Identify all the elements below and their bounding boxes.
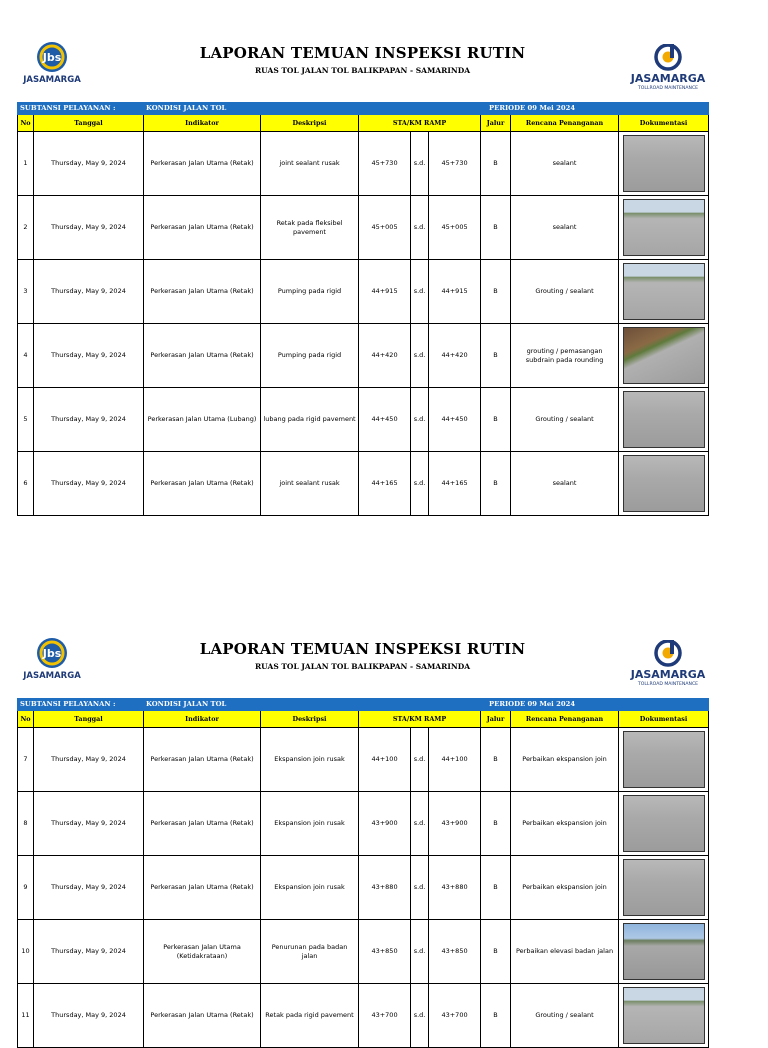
row-indikator: Perkerasan Jalan Utama (Retak) bbox=[144, 132, 261, 196]
report-header bbox=[17, 40, 708, 102]
col-tanggal: Tanggal bbox=[34, 115, 144, 132]
row-jalur: B bbox=[481, 324, 511, 388]
row-no: 10 bbox=[18, 920, 34, 984]
row-deskripsi: Retak pada rigid pavement bbox=[261, 984, 359, 1048]
row-sta-to: 44+165 bbox=[429, 452, 481, 516]
row-deskripsi: Ekspansion join rusak bbox=[261, 856, 359, 920]
row-sta-to: 44+420 bbox=[429, 324, 481, 388]
row-rencana: sealant bbox=[511, 132, 619, 196]
row-no: 5 bbox=[18, 388, 34, 452]
row-sd: s.d. bbox=[411, 920, 429, 984]
row-no: 9 bbox=[18, 856, 34, 920]
table-row bbox=[18, 324, 709, 388]
row-sta-from: 44+165 bbox=[359, 452, 411, 516]
row-deskripsi: Penurunan pada badan jalan bbox=[261, 920, 359, 984]
row-no: 11 bbox=[18, 984, 34, 1048]
row-sta-from: 43+850 bbox=[359, 920, 411, 984]
row-jalur: B bbox=[481, 452, 511, 516]
row-sd: s.d. bbox=[411, 856, 429, 920]
findings-table bbox=[17, 698, 709, 1048]
row-tanggal: Thursday, May 9, 2024 bbox=[34, 856, 144, 920]
row-rencana: sealant bbox=[511, 452, 619, 516]
jasamarga-logo bbox=[628, 44, 708, 94]
svg-text:JASAMARGA: JASAMARGA bbox=[23, 75, 81, 85]
row-rencana: Perbaikan ekspansion join bbox=[511, 792, 619, 856]
row-dokumentasi bbox=[619, 196, 709, 260]
table-row bbox=[18, 388, 709, 452]
row-indikator: Perkerasan Jalan Utama (Retak) bbox=[144, 728, 261, 792]
row-sta-to: 44+450 bbox=[429, 388, 481, 452]
row-sd: s.d. bbox=[411, 196, 429, 260]
row-jalur: B bbox=[481, 132, 511, 196]
row-jalur: B bbox=[481, 856, 511, 920]
row-tanggal: Thursday, May 9, 2024 bbox=[34, 324, 144, 388]
inspection-photo bbox=[623, 987, 705, 1044]
row-jalur: B bbox=[481, 920, 511, 984]
row-deskripsi: lubang pada rigid pavement bbox=[261, 388, 359, 452]
row-sd: s.d. bbox=[411, 728, 429, 792]
row-sta-to: 44+100 bbox=[429, 728, 481, 792]
row-deskripsi: Pumping pada rigid bbox=[261, 260, 359, 324]
svg-text:Jbs: Jbs bbox=[42, 51, 62, 64]
row-jalur: B bbox=[481, 196, 511, 260]
info-bar bbox=[18, 699, 709, 711]
row-tanggal: Thursday, May 9, 2024 bbox=[34, 920, 144, 984]
row-indikator: Perkerasan Jalan Utama (Retak) bbox=[144, 792, 261, 856]
row-sta-to: 43+850 bbox=[429, 920, 481, 984]
row-dokumentasi bbox=[619, 984, 709, 1048]
row-no: 2 bbox=[18, 196, 34, 260]
inspection-photo bbox=[623, 455, 705, 512]
row-dokumentasi bbox=[619, 324, 709, 388]
col-no: No bbox=[18, 711, 34, 728]
row-deskripsi: joint sealant rusak bbox=[261, 132, 359, 196]
row-rencana: sealant bbox=[511, 196, 619, 260]
row-dokumentasi bbox=[619, 388, 709, 452]
row-sta-to: 43+880 bbox=[429, 856, 481, 920]
row-tanggal: Thursday, May 9, 2024 bbox=[34, 260, 144, 324]
row-no: 3 bbox=[18, 260, 34, 324]
row-no: 1 bbox=[18, 132, 34, 196]
row-dokumentasi bbox=[619, 792, 709, 856]
row-sta-to: 45+005 bbox=[429, 196, 481, 260]
inspection-photo bbox=[623, 391, 705, 448]
inspection-photo bbox=[623, 795, 705, 852]
jasamarga-logo bbox=[628, 640, 708, 690]
row-sta-to: 45+730 bbox=[429, 132, 481, 196]
inspection-photo bbox=[623, 327, 705, 384]
row-rencana: Perbaikan ekspansion join bbox=[511, 728, 619, 792]
row-no: 8 bbox=[18, 792, 34, 856]
periode-label: PERIODE 09 Mei 2024 bbox=[429, 103, 709, 115]
row-no: 4 bbox=[18, 324, 34, 388]
row-deskripsi: Retak pada fleksibel pavement bbox=[261, 196, 359, 260]
row-tanggal: Thursday, May 9, 2024 bbox=[34, 388, 144, 452]
table-header bbox=[18, 711, 709, 728]
inspection-photo bbox=[623, 199, 705, 256]
row-sd: s.d. bbox=[411, 132, 429, 196]
report-title: LAPORAN TEMUAN INSPEKSI RUTIN bbox=[199, 640, 526, 658]
row-dokumentasi bbox=[619, 452, 709, 516]
col-indikator: Indikator bbox=[144, 115, 261, 132]
row-dokumentasi bbox=[619, 728, 709, 792]
svg-text:JASAMARGA: JASAMARGA bbox=[23, 671, 81, 681]
subtansi-label: SUBTANSI PELAYANAN : bbox=[18, 103, 144, 115]
findings-table bbox=[17, 102, 709, 516]
table-row bbox=[18, 856, 709, 920]
row-sta-from: 43+880 bbox=[359, 856, 411, 920]
row-sta-from: 43+700 bbox=[359, 984, 411, 1048]
row-tanggal: Thursday, May 9, 2024 bbox=[34, 452, 144, 516]
subtansi-value: KONDISI JALAN TOL bbox=[144, 699, 429, 711]
svg-text:JASAMARGA: JASAMARGA bbox=[630, 668, 706, 681]
table-row bbox=[18, 260, 709, 324]
row-deskripsi: Ekspansion join rusak bbox=[261, 792, 359, 856]
row-jalur: B bbox=[481, 728, 511, 792]
row-sd: s.d. bbox=[411, 388, 429, 452]
row-indikator: Perkerasan Jalan Utama (Lubang) bbox=[144, 388, 261, 452]
subtansi-value: KONDISI JALAN TOL bbox=[144, 103, 429, 115]
row-sd: s.d. bbox=[411, 452, 429, 516]
table-row bbox=[18, 728, 709, 792]
col-deskripsi: Deskripsi bbox=[261, 711, 359, 728]
row-tanggal: Thursday, May 9, 2024 bbox=[34, 792, 144, 856]
row-rencana: Grouting / sealant bbox=[511, 260, 619, 324]
row-jalur: B bbox=[481, 792, 511, 856]
row-sd: s.d. bbox=[411, 984, 429, 1048]
row-rencana: grouting / pemasangan subdrain pada rounding bbox=[511, 324, 619, 388]
table-row bbox=[18, 984, 709, 1048]
svg-text:TOLLROAD MAINTENANCE: TOLLROAD MAINTENANCE bbox=[637, 682, 699, 687]
report-subtitle: RUAS TOL JALAN TOL BALIKPAPAN - SAMARINDA bbox=[254, 66, 471, 75]
row-sta-from: 44+420 bbox=[359, 324, 411, 388]
row-indikator: Perkerasan Jalan Utama (Retak) bbox=[144, 452, 261, 516]
row-deskripsi: Pumping pada rigid bbox=[261, 324, 359, 388]
table-row bbox=[18, 792, 709, 856]
col-tanggal: Tanggal bbox=[34, 711, 144, 728]
row-sd: s.d. bbox=[411, 324, 429, 388]
row-dokumentasi bbox=[619, 132, 709, 196]
row-rencana: Perbaikan ekspansion join bbox=[511, 856, 619, 920]
row-deskripsi: Ekspansion join rusak bbox=[261, 728, 359, 792]
row-deskripsi: joint sealant rusak bbox=[261, 452, 359, 516]
table-row bbox=[18, 196, 709, 260]
inspection-photo bbox=[623, 731, 705, 788]
inspection-photo bbox=[623, 263, 705, 320]
row-sta-from: 43+900 bbox=[359, 792, 411, 856]
row-tanggal: Thursday, May 9, 2024 bbox=[34, 984, 144, 1048]
svg-text:Jbs: Jbs bbox=[42, 647, 62, 660]
row-rencana: Grouting / sealant bbox=[511, 388, 619, 452]
inspection-photo bbox=[623, 135, 705, 192]
row-indikator: Perkerasan Jalan Utama (Ketidakrataan) bbox=[144, 920, 261, 984]
report-title: LAPORAN TEMUAN INSPEKSI RUTIN bbox=[199, 44, 526, 62]
subtansi-label: SUBTANSI PELAYANAN : bbox=[18, 699, 144, 711]
svg-text:TOLLROAD MAINTENANCE: TOLLROAD MAINTENANCE bbox=[637, 86, 699, 91]
col-sta: STA/KM RAMP bbox=[359, 115, 481, 132]
col-deskripsi: Deskripsi bbox=[261, 115, 359, 132]
col-rencana: Rencana Penanganan bbox=[511, 115, 619, 132]
row-sd: s.d. bbox=[411, 260, 429, 324]
row-indikator: Perkerasan Jalan Utama (Retak) bbox=[144, 196, 261, 260]
table-row bbox=[18, 920, 709, 984]
row-sta-to: 43+700 bbox=[429, 984, 481, 1048]
col-jalur: Jalur bbox=[481, 711, 511, 728]
report-subtitle: RUAS TOL JALAN TOL BALIKPAPAN - SAMARINDA bbox=[254, 662, 471, 671]
inspection-photo bbox=[623, 859, 705, 916]
row-tanggal: Thursday, May 9, 2024 bbox=[34, 728, 144, 792]
row-jalur: B bbox=[481, 260, 511, 324]
report-page-2 bbox=[17, 636, 708, 1048]
col-dokumentasi: Dokumentasi bbox=[619, 711, 709, 728]
info-bar bbox=[18, 103, 709, 115]
svg-text:JASAMARGA: JASAMARGA bbox=[630, 72, 706, 85]
row-jalur: B bbox=[481, 984, 511, 1048]
row-sta-from: 45+005 bbox=[359, 196, 411, 260]
row-sta-to: 44+915 bbox=[429, 260, 481, 324]
row-indikator: Perkerasan Jalan Utama (Retak) bbox=[144, 984, 261, 1048]
row-rencana: Perbaikan elevasi badan jalan bbox=[511, 920, 619, 984]
periode-label: PERIODE 09 Mei 2024 bbox=[429, 699, 709, 711]
table-row bbox=[18, 452, 709, 516]
row-tanggal: Thursday, May 9, 2024 bbox=[34, 132, 144, 196]
table-header bbox=[18, 115, 709, 132]
row-sta-from: 45+730 bbox=[359, 132, 411, 196]
col-rencana: Rencana Penanganan bbox=[511, 711, 619, 728]
row-jalur: B bbox=[481, 388, 511, 452]
row-sta-from: 44+100 bbox=[359, 728, 411, 792]
row-sta-to: 43+900 bbox=[429, 792, 481, 856]
row-dokumentasi bbox=[619, 260, 709, 324]
row-dokumentasi bbox=[619, 856, 709, 920]
report-header bbox=[17, 636, 708, 698]
col-dokumentasi: Dokumentasi bbox=[619, 115, 709, 132]
col-sta: STA/KM RAMP bbox=[359, 711, 481, 728]
col-indikator: Indikator bbox=[144, 711, 261, 728]
inspection-photo bbox=[623, 923, 705, 980]
row-no: 6 bbox=[18, 452, 34, 516]
row-dokumentasi bbox=[619, 920, 709, 984]
table-row bbox=[18, 132, 709, 196]
row-indikator: Perkerasan Jalan Utama (Retak) bbox=[144, 856, 261, 920]
row-sta-from: 44+915 bbox=[359, 260, 411, 324]
row-sta-from: 44+450 bbox=[359, 388, 411, 452]
row-sd: s.d. bbox=[411, 792, 429, 856]
row-no: 7 bbox=[18, 728, 34, 792]
col-no: No bbox=[18, 115, 34, 132]
row-indikator: Perkerasan Jalan Utama (Retak) bbox=[144, 324, 261, 388]
report-page-1 bbox=[17, 40, 708, 516]
col-jalur: Jalur bbox=[481, 115, 511, 132]
row-tanggal: Thursday, May 9, 2024 bbox=[34, 196, 144, 260]
row-indikator: Perkerasan Jalan Utama (Retak) bbox=[144, 260, 261, 324]
row-rencana: Grouting / sealant bbox=[511, 984, 619, 1048]
